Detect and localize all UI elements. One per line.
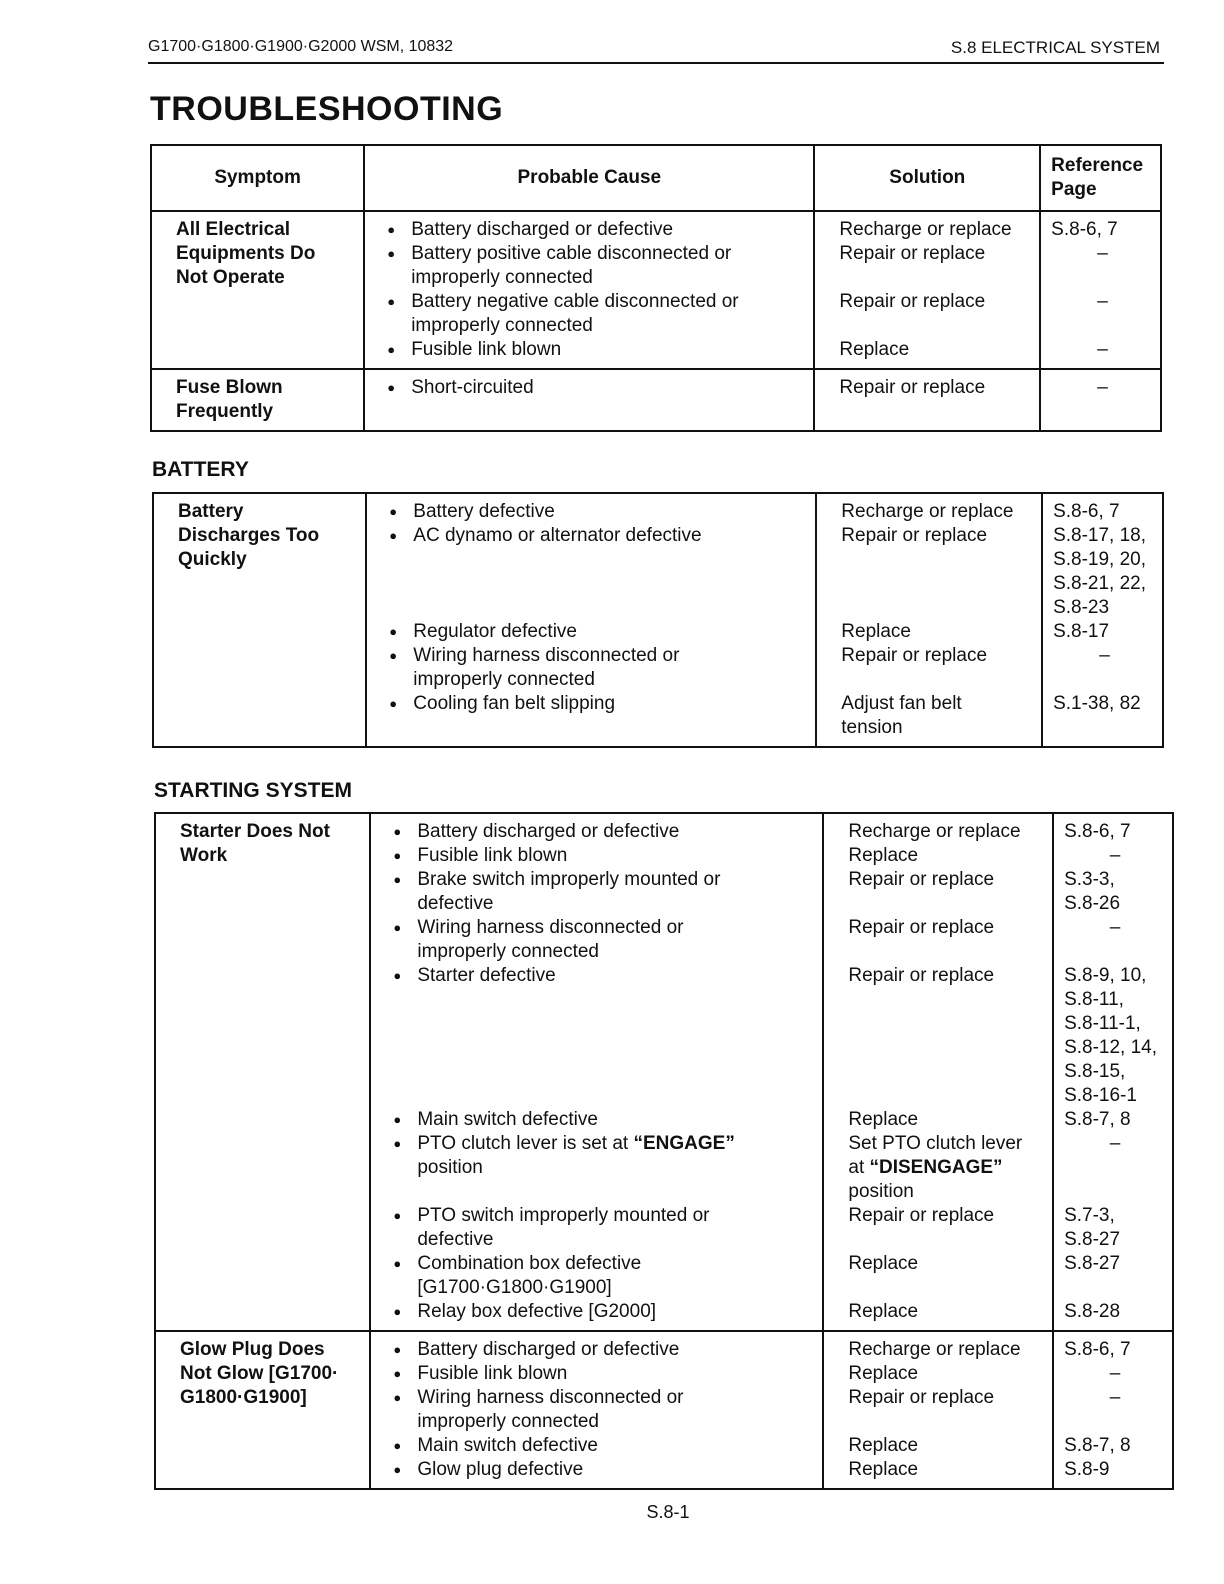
reference-column-header (1040, 145, 1161, 211)
symptom-line: Not Glow [G1700· (180, 1363, 339, 1384)
reference-line: – (1097, 377, 1108, 398)
reference-line: S.8-15, (1064, 1061, 1126, 1082)
spacer-line (848, 940, 1046, 964)
symptom-line: G1800·G1900] (180, 1387, 307, 1408)
cause-line: ● Combination box defective (393, 1252, 816, 1276)
symptom-line: Equipments Do (176, 243, 316, 264)
symptom-line: Frequently (176, 401, 274, 422)
symptom-line: Starter Does Not (180, 821, 330, 842)
table-row (151, 369, 1161, 431)
reference-page-cell (1042, 493, 1163, 747)
cause-line: improperly connected (413, 669, 595, 690)
cause-line: ● Short-circuited (387, 376, 807, 400)
page-title: TROUBLESHOOTING (150, 90, 504, 128)
reference-line: S.8-17 (1053, 621, 1110, 642)
reference-header-line: Reference (1051, 155, 1144, 176)
probable-cause-cell (366, 493, 816, 747)
symptom-line: Not Operate (176, 267, 285, 288)
spacer-line (393, 1036, 816, 1060)
reference-line: – (1109, 1133, 1121, 1154)
solution-line: Adjust fan belt (841, 693, 962, 714)
table-header-row (151, 145, 1161, 211)
spacer-line (839, 266, 1033, 290)
spacer-line (393, 1012, 816, 1036)
solution-line: Repair or replace (848, 1387, 995, 1408)
spacer-line (389, 716, 809, 740)
solution-line: Repair or replace (839, 291, 986, 312)
symptom-line: Battery (178, 501, 244, 522)
solution-line: Replace (839, 339, 910, 360)
reference-line: S.1-38, 82 (1053, 693, 1141, 714)
solution-line: Repair or replace (848, 1205, 995, 1226)
spacer-line (841, 596, 1035, 620)
reference-line: – (1097, 243, 1108, 264)
starting-system-heading: STARTING SYSTEM (154, 779, 352, 802)
cause-line: ● PTO switch improperly mounted or (393, 1204, 816, 1228)
cause-line: ● Main switch defective (393, 1108, 816, 1132)
reference-line: – (1109, 917, 1121, 938)
reference-line: S.8-6, 7 (1064, 1339, 1131, 1360)
spacer-line (1064, 1180, 1166, 1204)
solution-line: Repair or replace (841, 525, 988, 546)
reference-line: S.8-7, 8 (1064, 1109, 1131, 1130)
cause-line: ● Battery defective (389, 500, 809, 524)
reference-line: S.8-26 (1064, 893, 1121, 914)
reference-line: S.8-27 (1064, 1253, 1121, 1274)
spacer-line (393, 1084, 816, 1108)
spacer-line (848, 1060, 1046, 1084)
symptom-cell (151, 211, 364, 369)
solution-line: Recharge or replace (848, 821, 1021, 842)
emphasized-keyword: “DISENGAGE” (869, 1157, 1003, 1178)
running-header (148, 38, 1164, 64)
spacer-line (848, 988, 1046, 1012)
page-number: S.8-1 (646, 1502, 690, 1522)
symptom-line: Fuse Blown (176, 377, 283, 398)
spacer-line (1053, 716, 1156, 740)
spacer-line (839, 314, 1033, 338)
reference-line: – (1109, 1363, 1121, 1384)
solution-line: Replace (848, 1459, 919, 1480)
probable-cause-cell (364, 211, 814, 369)
cause-line: ● Main switch defective (393, 1434, 816, 1458)
symptom-cell (155, 813, 370, 1331)
solution-line: Replace (848, 845, 919, 866)
solution-line: Replace (848, 1435, 919, 1456)
probable-cause-cell (370, 1331, 823, 1489)
solution-line: Set PTO clutch lever (848, 1133, 1023, 1154)
cause-line: ● PTO clutch lever is set at “ENGAGE” (393, 1132, 816, 1156)
cause-line: ● Starter defective (393, 964, 816, 988)
table-row (155, 813, 1173, 1331)
spacer-line (841, 572, 1035, 596)
spacer-line (393, 1060, 816, 1084)
reference-line: S.8-11-1, (1064, 1013, 1141, 1034)
reference-line: S.8-6, 7 (1053, 501, 1120, 522)
spacer-line (389, 596, 809, 620)
general-table (150, 144, 1162, 432)
cause-line: ● Wiring harness disconnected or (393, 916, 816, 940)
solution-line: Recharge or replace (848, 1339, 1021, 1360)
solution-line: Recharge or replace (839, 219, 1012, 240)
table-row (153, 493, 1163, 747)
spacer-line (1064, 940, 1166, 964)
symptom-cell (155, 1331, 370, 1489)
reference-line: S.8-9 (1064, 1459, 1110, 1480)
spacer-line (841, 668, 1035, 692)
cause-line: improperly connected (411, 315, 593, 336)
spacer-line (1053, 668, 1156, 692)
spacer-line (841, 548, 1035, 572)
symptom-line: Work (180, 845, 228, 866)
reference-line: – (1097, 339, 1108, 360)
cause-line: ● Cooling fan belt slipping (389, 692, 809, 716)
spacer-line (848, 892, 1046, 916)
solution-line: Replace (848, 1253, 919, 1274)
solution-cell (814, 369, 1040, 431)
spacer-line (393, 1180, 816, 1204)
solution-line: Replace (848, 1363, 919, 1384)
solution-cell (816, 493, 1042, 747)
solution-cell (814, 211, 1040, 369)
reference-line: S.8-23 (1053, 597, 1110, 618)
reference-page-cell (1053, 1331, 1173, 1489)
reference-page-cell (1040, 369, 1161, 431)
symptom-line: Quickly (178, 549, 247, 570)
spacer-line (1051, 266, 1154, 290)
solution-cell (823, 813, 1053, 1331)
reference-line: S.8-7, 8 (1064, 1435, 1131, 1456)
cause-line: ● Brake switch improperly mounted or (393, 868, 816, 892)
reference-header-line: Page (1051, 179, 1097, 200)
solution-line: at “DISENGAGE” (848, 1157, 1003, 1178)
solution-cell (823, 1331, 1053, 1489)
header-model-code: G1700·G1800·G1900·G2000 WSM, 10832 (148, 38, 454, 55)
spacer-line (1064, 1276, 1166, 1300)
cause-line: ● Relay box defective [G2000] (393, 1300, 816, 1324)
reference-line: S.8-11, (1064, 989, 1124, 1010)
reference-line: S.8-21, 22, (1053, 573, 1147, 594)
spacer-line (393, 988, 816, 1012)
cause-line: improperly connected (417, 941, 599, 962)
symptom-column-header: Symptom (151, 145, 364, 211)
table-row (151, 211, 1161, 369)
battery-table (152, 492, 1164, 748)
spacer-line (848, 1276, 1046, 1300)
solution-line: Replace (848, 1301, 919, 1322)
cause-line: ● Regulator defective (389, 620, 809, 644)
reference-page-cell (1040, 211, 1161, 369)
cause-line: ● Battery discharged or defective (387, 218, 807, 242)
solution-line: Repair or replace (839, 377, 986, 398)
reference-line: S.3-3, (1064, 869, 1115, 890)
cause-line: ● AC dynamo or alternator defective (389, 524, 809, 548)
spacer-line (1064, 1156, 1166, 1180)
solution-line: Repair or replace (848, 965, 995, 986)
cause-line: ● Fusible link blown (387, 338, 807, 362)
solution-column-header: Solution (814, 145, 1040, 211)
probable-cause-cell (364, 369, 814, 431)
solution-line: Repair or replace (839, 243, 986, 264)
cause-line: defective (417, 1229, 494, 1250)
solution-line: tension (841, 717, 903, 738)
symptom-line: Discharges Too (178, 525, 320, 546)
reference-line: – (1097, 291, 1108, 312)
reference-line: – (1109, 845, 1121, 866)
cause-line: ● Wiring harness disconnected or (389, 644, 809, 668)
solution-line: Replace (841, 621, 911, 642)
cause-line: ● Battery negative cable disconnected or (387, 290, 807, 314)
symptom-line: All Electrical (176, 219, 291, 240)
spacer-line (389, 572, 809, 596)
cause-line: ● Battery positive cable disconnected or (387, 242, 807, 266)
spacer-line (389, 548, 809, 572)
reference-line: S.8-6, 7 (1064, 821, 1131, 842)
symptom-cell (153, 493, 366, 747)
spacer-line (848, 1410, 1046, 1434)
reference-line: S.8-9, 10, (1064, 965, 1147, 986)
solution-line: position (848, 1181, 914, 1202)
reference-line: S.8-12, 14, (1064, 1037, 1158, 1058)
reference-line: S.8-16-1 (1064, 1085, 1137, 1106)
solution-line: Repair or replace (848, 917, 995, 938)
cause-line: position (417, 1157, 483, 1178)
reference-line: – (1099, 645, 1110, 666)
starting-system-table (154, 812, 1174, 1490)
spacer-line (848, 1012, 1046, 1036)
reference-line: S.8-27 (1064, 1229, 1121, 1250)
cause-column-header: Probable Cause (364, 145, 814, 211)
emphasized-keyword: “ENGAGE” (633, 1133, 735, 1154)
spacer-line (1064, 1410, 1166, 1434)
spacer-line (848, 1228, 1046, 1252)
cause-line: improperly connected (417, 1411, 599, 1432)
spacer-line (848, 1036, 1046, 1060)
cause-line: ● Battery discharged or defective (393, 1338, 816, 1362)
reference-line: S.8-17, 18, (1053, 525, 1147, 546)
cause-line: ● Battery discharged or defective (393, 820, 816, 844)
solution-line: Repair or replace (848, 869, 995, 890)
solution-line: Replace (848, 1109, 919, 1130)
cause-line: ● Fusible link blown (393, 1362, 816, 1386)
cause-line: defective (417, 893, 494, 914)
cause-line: improperly connected (411, 267, 593, 288)
cause-line: [G1700·G1800·G1900] (417, 1277, 612, 1298)
symptom-line: Glow Plug Does (180, 1339, 325, 1360)
header-section: S.8 ELECTRICAL SYSTEM (950, 38, 1160, 57)
table-row (155, 1331, 1173, 1489)
cause-line: ● Fusible link blown (393, 844, 816, 868)
spacer-line (848, 1084, 1046, 1108)
battery-heading: BATTERY (152, 458, 249, 481)
symptom-cell (151, 369, 364, 431)
reference-line: S.8-19, 20, (1053, 549, 1147, 570)
reference-line: S.8-6, 7 (1051, 219, 1118, 240)
cause-line: ● Wiring harness disconnected or (393, 1386, 816, 1410)
cause-line: ● Glow plug defective (393, 1458, 816, 1482)
solution-line: Repair or replace (841, 645, 988, 666)
reference-line: S.8-28 (1064, 1301, 1121, 1322)
spacer-line (1051, 314, 1154, 338)
reference-line: – (1109, 1387, 1121, 1408)
probable-cause-cell (370, 813, 823, 1331)
solution-line: Recharge or replace (841, 501, 1014, 522)
reference-page-cell (1053, 813, 1173, 1331)
reference-line: S.7-3, (1064, 1205, 1115, 1226)
